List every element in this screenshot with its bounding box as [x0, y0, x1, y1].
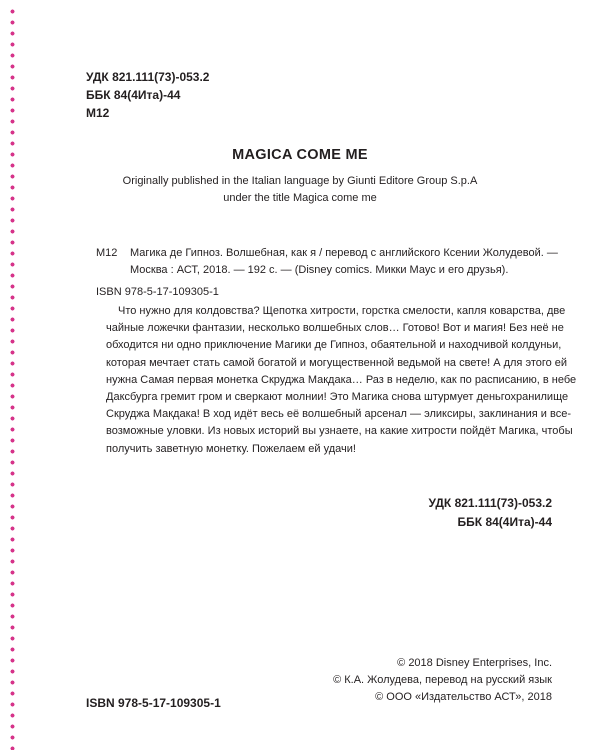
bib-code: М12: [96, 247, 118, 259]
decorative-dot-border: [10, 6, 15, 750]
book-title: MAGICA COME ME: [232, 147, 368, 163]
classification-codes-bottom: [429, 494, 552, 532]
copyright-line: © ООО «Издательство АСТ», 2018: [375, 691, 552, 703]
bib-line: Москва : АСТ, 2018. — 192 с. — (Disney comics. Микки Маус и его друзья).: [130, 264, 509, 276]
notice-line: under the title Magica come me: [223, 192, 377, 204]
copyright-block: [333, 655, 552, 706]
bbk-code: ББК 84(4Ита)-44: [457, 515, 552, 529]
annotation-line: Скруджа Макдака! В ход идёт весь её волшебный арсенал — эликсиры, заклинания и все-: [106, 408, 572, 421]
author-mark: М12: [86, 106, 110, 120]
udk-code: УДК 821.111(73)-053.2: [86, 70, 210, 84]
annotation-line: возможные уловки. Из новых историй вы узнаете, на какие хитрости пойдёт Магика, чтобы: [106, 425, 573, 438]
annotation-line: чайные ложечки фантазии, несколько волшебных слов… Готово! Вот и магия! Без неё не: [106, 322, 564, 335]
bib-line: Магика де Гипноз. Волшебная, как я / перевод с английского Ксении Жолудевой. —: [130, 247, 558, 259]
annotation-line: нужна Самая первая монетка Скруджа Макдака… Раз в неделю, как по расписанию, в небе: [106, 373, 577, 386]
udk-code: УДК 821.111(73)-053.2: [428, 496, 552, 510]
classification-codes-top: [86, 68, 209, 122]
bibliographic-record: [96, 245, 558, 279]
annotation-line: обходится ни одно приключение Магики де Гипноз, обаятельной и находчивой колдуньи,: [106, 339, 562, 352]
original-publication-notice: [0, 173, 600, 207]
annotation-line: Даксбурга гремит гром и сверкают молнии! Это Магика снова штурмует деньгохранилище: [106, 391, 569, 404]
annotation-line: Что нужно для колдовства? Щепотка хитрости, горстка смелости, капля коварства, две: [118, 305, 566, 317]
copyright-line: © 2018 Disney Enterprises, Inc.: [397, 657, 552, 669]
isbn-bottom: ISBN 978-5-17-109305-1: [86, 696, 221, 710]
notice-line: Originally published in the Italian language by Giunti Editore Group S.p.A: [122, 175, 478, 187]
bbk-code: ББК 84(4Ита)-44: [86, 88, 181, 102]
isbn: ISBN 978-5-17-109305-1: [96, 286, 219, 298]
annotation-line: которая мечтает стать самой богатой и могущественной ведьмой на свете! А для этого ей: [106, 356, 568, 369]
copyright-line: © К.А. Жолудева, перевод на русский язык: [333, 674, 552, 686]
annotation-line: получить заветную монетку. Пожелаем ей удачи!: [106, 442, 356, 455]
annotation: [106, 303, 577, 458]
